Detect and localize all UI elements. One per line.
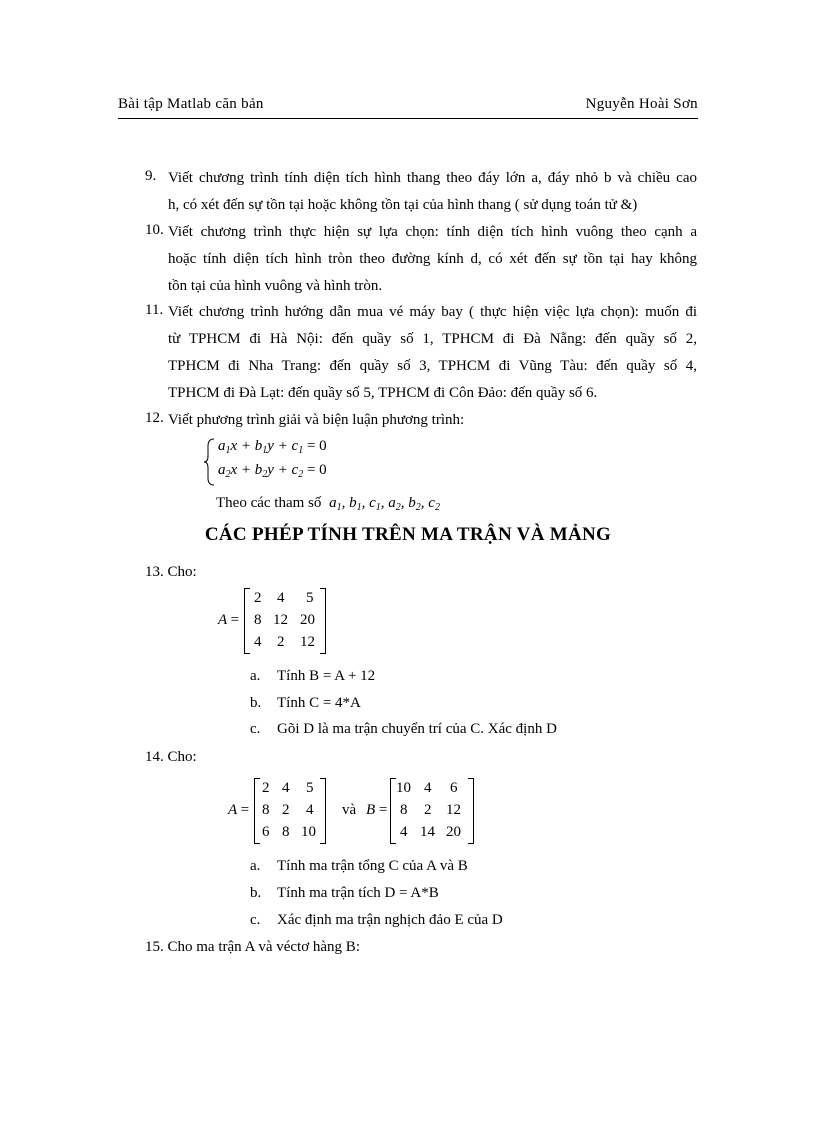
exercise-line: Viết phương trình giải và biện luận phương trình: (168, 412, 465, 428)
left-brace (204, 438, 216, 486)
matrix-cell: 4 (424, 780, 432, 796)
exercise-13-label: 13. Cho: (145, 564, 197, 580)
matrix-cell: 8 (282, 824, 290, 840)
matrix-a (254, 778, 326, 844)
exercise-line: TPHCM đi Nha Trang: đến quầy số 3, TPHCM đi Vũng Tàu: đến quầy số 4, (168, 358, 697, 374)
exercise-number: 9. (145, 168, 157, 184)
matrix-cell: 8 (262, 802, 270, 818)
matrix-cell: 2 (424, 802, 432, 818)
exercise-line: Viết chương trình tính diện tích hình thang theo đáy lớn a, đáy nhỏ b và chiều cao (168, 170, 697, 186)
matrix-cell: 2 (277, 634, 285, 650)
exercise-line: TPHCM đi Đà Lạt: đến quầy số 5, TPHCM đi Côn Đảo: đến quầy số 6. (168, 385, 598, 401)
matrix-cell: 2 (282, 802, 290, 818)
exercise-line: tồn tại của hình vuông và hình tròn. (168, 278, 383, 294)
equation-system (200, 434, 360, 486)
exercise-number: 12. (145, 410, 164, 426)
matrix-cell: 10 (301, 824, 316, 840)
matrix-cell: 5 (306, 780, 314, 796)
matrix-cell: 12 (273, 612, 288, 628)
section-title: CÁC PHÉP TÍNH TRÊN MA TRẬN VÀ MẢNG (204, 524, 612, 545)
matrix-cell: 4 (306, 802, 314, 818)
exercise-line: Viết chương trình hướng dẫn mua vé máy bay ( thực hiện việc lựa chọn): muốn đi (168, 304, 697, 320)
equation-1: $a_1x + b_1y + c_1 = 0$ (218, 438, 327, 456)
matrix-cell: 6 (450, 780, 458, 796)
exercise-14-label: 14. Cho: (145, 749, 197, 765)
exercise-line: h, có xét đến sự tồn tại hoặc không tồn tại của hình thang ( sử dụng toán tử &) (168, 197, 638, 213)
matrix-cell: 20 (446, 824, 461, 840)
matrix-cell: 4 (254, 634, 262, 650)
matrix-cell: 4 (400, 824, 408, 840)
matrix-cell: 4 (282, 780, 290, 796)
matrix-cell: 12 (300, 634, 315, 650)
matrix-a (244, 588, 326, 654)
matrix-b-label: B = (366, 802, 388, 818)
matrix-a-label: A = (228, 802, 250, 818)
params-line (216, 495, 440, 513)
matrix-a-label: A = (218, 612, 240, 628)
exercise-15-label: 15. Cho ma trận A và véctơ hàng B: (145, 939, 360, 955)
header-author: Nguyễn Hoài Sơn (585, 96, 698, 112)
header-title: Bài tập Matlab căn bản (118, 96, 264, 112)
params-vars: $a_1$, $b_1$, $c_1$, $a_2$, $b_2$, $c_2$ (329, 495, 440, 513)
equation-2: $a_2x + b_2y + c_2 = 0$ (218, 462, 327, 480)
matrix-b (390, 778, 474, 844)
matrix-cell: 6 (262, 824, 270, 840)
matrix-cell: 5 (306, 590, 314, 606)
matrix-cell: 14 (420, 824, 435, 840)
matrix-cell: 4 (277, 590, 285, 606)
params-text: Theo các tham số (216, 495, 322, 511)
exercise-line: từ TPHCM đi Hà Nội: đến quầy số 1, TPHCM đi Đà Nẵng: đến quầy số 2, (168, 331, 697, 347)
page-header (118, 96, 698, 119)
exercise-number: 11. (145, 302, 164, 318)
matrix-cell: 8 (254, 612, 262, 628)
exercise-line: Viết chương trình thực hiện sự lựa chọn: tính diện tích hình vuông theo cạnh a (168, 224, 697, 240)
matrix-cell: 2 (262, 780, 270, 796)
exercise-number: 10. (145, 222, 164, 238)
matrix-cell: 10 (396, 780, 411, 796)
matrix-cell: 12 (446, 802, 461, 818)
matrix-cell: 20 (300, 612, 315, 628)
matrix-cell: 8 (400, 802, 408, 818)
exercise-line: hoặc tính diện tích hình tròn theo đường kính d, có xét đến sự tồn tại hay không (168, 251, 697, 267)
joiner-text: và (342, 802, 357, 818)
matrix-cell: 2 (254, 590, 262, 606)
